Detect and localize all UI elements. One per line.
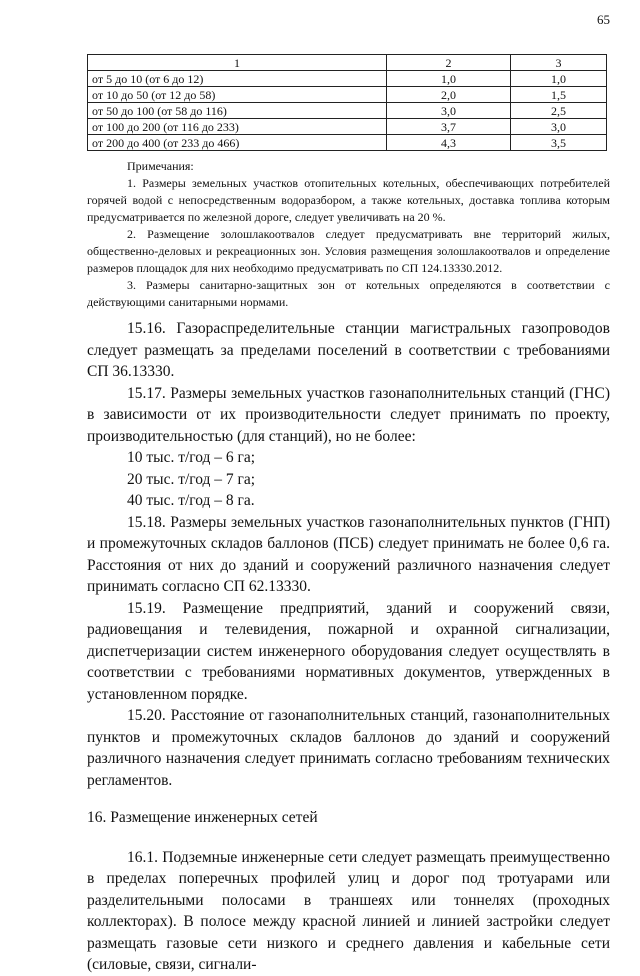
table-header-cell: 3	[511, 55, 607, 71]
table-cell: от 100 до 200 (от 116 до 233)	[88, 119, 387, 135]
table-cell: 3,0	[511, 119, 607, 135]
table-cell: 1,5	[511, 87, 607, 103]
table-row	[88, 119, 607, 135]
list-item: 20 тыс. т/год – 7 га;	[127, 470, 256, 488]
table-row	[88, 87, 607, 103]
list-item: 40 тыс. т/год – 8 га.	[127, 492, 255, 509]
table-cell: от 200 до 400 (от 233 до 466)	[88, 135, 387, 151]
table-header-row	[88, 55, 607, 71]
table-header-cell: 1	[88, 55, 387, 71]
table-row	[88, 103, 607, 119]
paragraph-15-20: 15.20. Расстояние от газонаполнительных станций, газонаполнительных пунктов и промежуточных складов баллонов до зданий и сооружений различного назначения следует принимать согласно требованиям технических регламентов.	[87, 707, 610, 789]
notes-title: Примечания:	[127, 159, 194, 173]
note-item: 3. Размеры санитарно-защитных зон от котельных определяются в соответствии с действующими санитарными нормами.	[87, 278, 610, 309]
body-text	[87, 318, 610, 976]
note-item: 1. Размеры земельных участков отопительных котельных, обеспечивающих потребителей горячей водой с непосредственным водоразбором, а также котельных, доставка топлива которым предусматривается по железной дороге, следует увеличивать на 20 %.	[87, 176, 610, 224]
table-row	[88, 135, 607, 151]
paragraph-16-1: 16.1. Подземные инженерные сети следует размещать преимущественно в пределах поперечных профилей улиц и дорог под тротуарами или разделительными полосами в траншеях или тоннелях (проходных коллекторах). В полосе между красной линией и линией застройки следует размещать газовые сети низкого и среднего давления и кабельные сети (силовые, связи, сигнали-	[87, 848, 610, 973]
paragraph-15-18: 15.18. Размеры земельных участков газонаполнительных пунктов (ГНП) и промежуточных складов баллонов (ПСБ) следует принимать не более 0,6 га. Расстояния от них до зданий и сооружений различного назначения следует принимать согласно СП 62.13330.	[87, 513, 610, 595]
table-cell: 4,3	[387, 135, 511, 151]
table-cell: от 5 до 10 (от 6 до 12)	[88, 71, 387, 87]
note-item: 2. Размещение золошлакоотвалов следует предусматривать вне территорий жилых, общественно-деловых и рекреационных зон. Условия размещения золошлакоотвалов и определение размеров площадок для них необходимо предусматривать по СП 124.13330.2012.	[87, 227, 610, 275]
page-number: 65	[597, 12, 610, 27]
notes-block	[87, 158, 610, 311]
paragraph-15-19: 15.19. Размещение предприятий, зданий и сооружений связи, радиовещания и телевидения, пожарной и охранной сигнализации, диспетчеризации систем инженерного оборудования следует осуществлять в соответствии с требованиями нормативных документов, утвержденных в установленном порядке.	[87, 599, 610, 703]
table-row	[88, 71, 607, 87]
table-cell: 2,0	[387, 87, 511, 103]
table-cell: 1,0	[511, 71, 607, 87]
list-item: 10 тыс. т/год – 6 га;	[127, 449, 256, 466]
table-cell: 3,0	[387, 103, 511, 119]
section-heading: 16. Размещение инженерных сетей	[87, 809, 318, 826]
distance-table	[87, 54, 607, 151]
table-cell: от 10 до 50 (от 12 до 58)	[88, 87, 387, 103]
paragraph-15-17: 15.17. Размеры земельных участков газонаполнительных станций (ГНС) в зависимости от их производительности следует принимать по проекту, производительностью (для станций), но не более:	[87, 384, 610, 445]
paragraph-15-16: 15.16. Газораспределительные станции магистральных газопроводов следует размещать за пределами поселений в соответствии с требованиями СП 36.13330.	[87, 320, 610, 380]
table-cell: от 50 до 100 (от 58 до 116)	[88, 103, 387, 119]
table-cell: 2,5	[511, 103, 607, 119]
table-cell: 1,0	[387, 71, 511, 87]
table-cell: 3,5	[511, 135, 607, 151]
table-cell: 3,7	[387, 119, 511, 135]
table-header-cell: 2	[387, 55, 511, 71]
